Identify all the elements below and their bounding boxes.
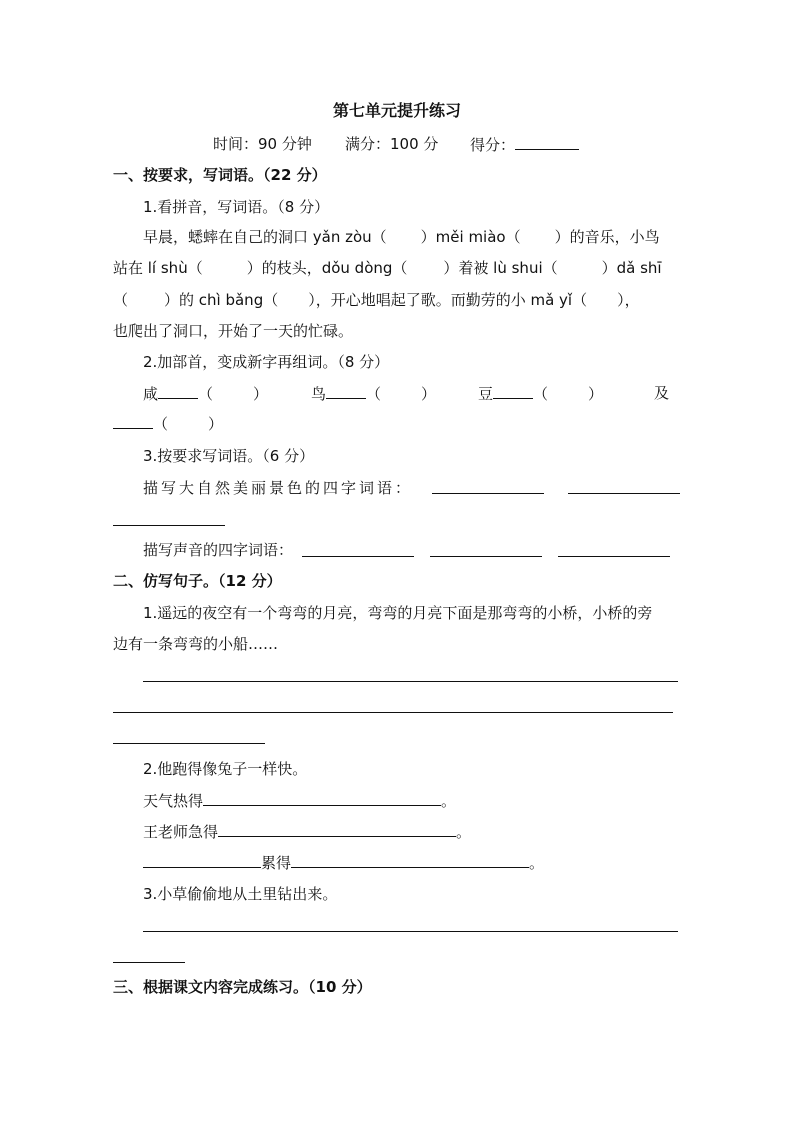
- imitate-blank[interactable]: [203, 790, 441, 806]
- question-2-1-line-1: 1.遥远的夜空有一个弯弯的月亮，弯弯的月亮下面是那弯弯的小桥，小桥的旁: [143, 604, 653, 622]
- section-1-heading: 一、按要求，写词语。（22 分）: [113, 166, 327, 184]
- paren-close: ）: [421, 385, 437, 403]
- sound-answer-line[interactable]: [302, 556, 414, 557]
- radical-blank[interactable]: [113, 413, 153, 429]
- nature-words-prompt: 描写大自然美丽景色的四字词语：: [143, 479, 414, 497]
- imitate-period: 。: [441, 792, 457, 810]
- sound-answer-line[interactable]: [558, 556, 670, 557]
- imitate-blank[interactable]: [291, 852, 529, 868]
- answer-line[interactable]: [143, 931, 678, 932]
- pinyin-text: ），: [617, 291, 640, 309]
- paren-open: （: [198, 385, 214, 403]
- page-title: 第七单元提升练习: [333, 101, 462, 120]
- question-2-2-label: 2.他跑得像兔子一样快。: [143, 760, 308, 778]
- imitate-period: 。: [456, 823, 472, 841]
- section-2-heading: 二、仿写句子。（12 分）: [113, 572, 282, 590]
- pinyin-text: ），开心地唱起了歌。而勤劳的小 mǎ yǐ（: [308, 291, 588, 309]
- nature-answer-line[interactable]: [113, 525, 225, 526]
- radical-item-4: [113, 413, 223, 434]
- answer-line[interactable]: [113, 743, 265, 744]
- pinyin-text: ）的枝头，dǒu dòng（: [246, 259, 408, 277]
- sound-words-prompt: 描写声音的四字词语：: [143, 541, 294, 559]
- pinyin-text: ）的音乐，小鸟: [554, 228, 660, 246]
- radical-char: 鸟: [311, 385, 327, 403]
- radical-item-3: [478, 383, 603, 404]
- paren-close: ）: [253, 385, 269, 403]
- pinyin-text: ）měi miào（: [420, 228, 521, 246]
- question-1-3-label: 3.按要求写词语。（6 分）: [143, 447, 315, 465]
- radical-char: 豆: [478, 385, 494, 403]
- nature-answer-line[interactable]: [568, 493, 680, 494]
- pinyin-line-1: [143, 227, 660, 247]
- answer-line[interactable]: [113, 712, 673, 713]
- imitate-line-c: [143, 852, 544, 873]
- section-3-heading: 三、根据课文内容完成练习。（10 分）: [113, 978, 372, 996]
- pinyin-line-4: 也爬出了洞口，开始了一天的忙碌。: [113, 322, 354, 340]
- imitate-text: 累得: [261, 854, 292, 872]
- radical-item-2: [311, 383, 436, 404]
- pinyin-text: ）着被 lù shui（: [443, 259, 558, 277]
- pinyin-text: 早晨，蟋蟀在自己的洞口 yǎn zòu（: [143, 228, 387, 246]
- imitate-text: 王老师急得: [143, 823, 219, 841]
- score-label: [470, 134, 579, 155]
- pinyin-text: （: [113, 291, 129, 309]
- paren-open: （: [366, 385, 382, 403]
- imitate-line-b: [143, 821, 471, 842]
- radical-blank[interactable]: [326, 383, 366, 399]
- imitate-text: 天气热得: [143, 792, 204, 810]
- score-blank[interactable]: [515, 134, 579, 150]
- imitate-blank[interactable]: [218, 821, 456, 837]
- radical-char: 咸: [143, 385, 159, 403]
- full-score-info: 满分：100 分: [345, 135, 439, 153]
- radical-char-4: 及: [654, 384, 670, 402]
- score-label-text: 得分：: [470, 136, 516, 154]
- question-2-3-label: 3.小草偷偷地从土里钻出来。: [143, 885, 338, 903]
- imitate-blank[interactable]: [143, 852, 261, 868]
- question-1-2-label: 2.加部首，变成新字再组词。（8 分）: [143, 353, 390, 371]
- answer-line[interactable]: [143, 681, 678, 682]
- radical-blank[interactable]: [493, 383, 533, 399]
- radical-blank[interactable]: [158, 383, 198, 399]
- paren-open: （: [533, 385, 549, 403]
- answer-line[interactable]: [113, 962, 185, 963]
- question-1-1-label: 1.看拼音，写词语。（8 分）: [143, 198, 330, 216]
- radical-item-1: [143, 383, 268, 404]
- imitate-period: 。: [529, 854, 545, 872]
- pinyin-text: ）的 chì bǎng（: [164, 291, 279, 309]
- time-info: 时间：90 分钟: [213, 135, 312, 153]
- paren-close: ）: [208, 415, 224, 433]
- pinyin-text: ）dǎ shī: [601, 259, 662, 277]
- pinyin-text: 站在 lí shù（: [113, 259, 203, 277]
- sound-answer-line[interactable]: [430, 556, 542, 557]
- pinyin-line-3: [113, 290, 640, 310]
- paren-open: （: [153, 415, 169, 433]
- imitate-line-a: [143, 790, 456, 811]
- pinyin-line-2: [113, 258, 662, 278]
- paren-close: ）: [588, 385, 604, 403]
- question-2-1-line-2: 边有一条弯弯的小船……: [113, 635, 279, 653]
- nature-answer-line[interactable]: [432, 493, 544, 494]
